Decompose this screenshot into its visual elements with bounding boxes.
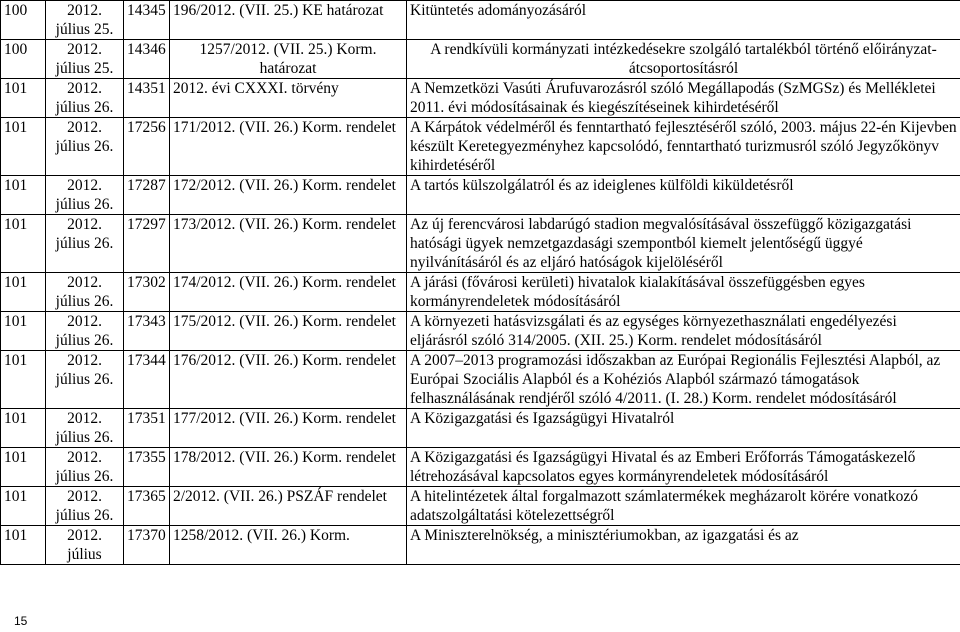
table-row xyxy=(1,1,960,40)
document-title: A tartós külszolgálatról és az ideiglenes külföldi kiküldetésről xyxy=(407,176,960,215)
page-reference: 17355 xyxy=(124,448,170,487)
publication-date: 2012. július 26. xyxy=(46,448,124,487)
legal-reference: 178/2012. (VII. 26.) Korm. rendelet xyxy=(170,448,407,487)
issue-number: 101 xyxy=(1,118,46,176)
publication-date: 2012. július 26. xyxy=(46,118,124,176)
legal-reference: 177/2012. (VII. 26.) Korm. rendelet xyxy=(170,409,407,448)
issue-number: 101 xyxy=(1,351,46,409)
page-number: 15 xyxy=(14,614,28,628)
issue-number: 101 xyxy=(1,409,46,448)
table-row xyxy=(1,409,960,448)
legal-reference: 172/2012. (VII. 26.) Korm. rendelet xyxy=(170,176,407,215)
document-title: A Miniszterelnökség, a minisztériumokban, az igazgatási és az xyxy=(407,526,960,565)
page-reference: 17256 xyxy=(124,118,170,176)
table-row xyxy=(1,312,960,351)
page-reference: 14351 xyxy=(124,79,170,118)
publication-date: 2012. július 26. xyxy=(46,312,124,351)
page-reference: 17287 xyxy=(124,176,170,215)
publication-date: 2012. július xyxy=(46,526,124,565)
table-row xyxy=(1,215,960,273)
legal-reference: 173/2012. (VII. 26.) Korm. rendelet xyxy=(170,215,407,273)
table-row xyxy=(1,273,960,312)
issue-number: 101 xyxy=(1,312,46,351)
page-reference: 17344 xyxy=(124,351,170,409)
table-row xyxy=(1,487,960,526)
legal-reference: 196/2012. (VII. 25.) KE határozat xyxy=(170,1,407,40)
table-row xyxy=(1,448,960,487)
publication-date: 2012. július 26. xyxy=(46,215,124,273)
document-title: Kitüntetés adományozásáról xyxy=(407,1,960,40)
issue-number: 101 xyxy=(1,448,46,487)
document-title: A Kárpátok védelméről és fenntartható fejlesztéséről szóló, 2003. május 22-én Kijevben készült Keretegyezményhez kapcsolódó, fenntartható turizmusról szóló Jegyzőkönyv kihirdetéséről xyxy=(407,118,960,176)
document-title: A 2007–2013 programozási időszakban az Európai Regionális Fejlesztési Alapból, az Európai Szociális Alapból és a Kohéziós Alapból származó támogatások felhasználásának rendjéről szóló 4/2011. (I. 28.) Korm. rendelet módosításáról xyxy=(407,351,960,409)
document-title: A Nemzetközi Vasúti Árufuvarozásról szóló Megállapodás (SzMGSz) és Mellékletei 2011. évi módosításainak és kiegészítéseinek kihirdetéséről xyxy=(407,79,960,118)
legal-reference: 171/2012. (VII. 26.) Korm. rendelet xyxy=(170,118,407,176)
issue-number: 101 xyxy=(1,215,46,273)
publication-date: 2012. július 26. xyxy=(46,487,124,526)
page-reference: 17302 xyxy=(124,273,170,312)
legal-reference: 176/2012. (VII. 26.) Korm. rendelet xyxy=(170,351,407,409)
publication-date: 2012. július 26. xyxy=(46,273,124,312)
document-title: A környezeti hatásvizsgálati és az egységes környezethasználati engedélyezési eljárásról szóló 314/2005. (XII. 25.) Korm. rendelet módosításáról xyxy=(407,312,960,351)
document-title: Az új ferencvárosi labdarúgó stadion megvalósításával összefüggő közigazgatási hatósági ügyek nemzetgazdasági szempontból kiemelt jelentőségű üggyé nyilvánításáról és az eljáró hatóságok kijelöléséről xyxy=(407,215,960,273)
publication-date: 2012. július 25. xyxy=(46,1,124,40)
page-reference: 17365 xyxy=(124,487,170,526)
page-reference: 14345 xyxy=(124,1,170,40)
issue-number: 101 xyxy=(1,176,46,215)
legal-reference: 2012. évi CXXXI. törvény xyxy=(170,79,407,118)
page-reference: 17343 xyxy=(124,312,170,351)
document-title: A Közigazgatási és Igazságügyi Hivatal és az Emberi Erőforrás Támogatáskezelő létrehozásával kapcsolatos egyes kormányrendeletek módosításáról xyxy=(407,448,960,487)
table-row xyxy=(1,351,960,409)
legal-reference: 175/2012. (VII. 26.) Korm. rendelet xyxy=(170,312,407,351)
publication-date: 2012. július 26. xyxy=(46,176,124,215)
page-reference: 17297 xyxy=(124,215,170,273)
page-reference: 17370 xyxy=(124,526,170,565)
publication-date: 2012. július 26. xyxy=(46,409,124,448)
issue-number: 100 xyxy=(1,1,46,40)
legal-reference: 1257/2012. (VII. 25.) Korm. határozat xyxy=(170,40,407,79)
table-row xyxy=(1,79,960,118)
publication-date: 2012. július 26. xyxy=(46,351,124,409)
document-title: A rendkívüli kormányzati intézkedésekre szolgáló tartalékból történő előirányzat-átcsoportosításról xyxy=(407,40,960,79)
issue-number: 101 xyxy=(1,526,46,565)
table-row xyxy=(1,118,960,176)
table-row xyxy=(1,526,960,565)
publication-date: 2012. július 25. xyxy=(46,40,124,79)
table-row xyxy=(1,40,960,79)
issue-number: 101 xyxy=(1,79,46,118)
publication-date: 2012. július 26. xyxy=(46,79,124,118)
issue-number: 101 xyxy=(1,273,46,312)
issue-number: 100 xyxy=(1,40,46,79)
page-reference: 14346 xyxy=(124,40,170,79)
document-title: A hitelintézetek által forgalmazott számlatermékek megházarolt körére vonatkozó adatszolgáltatási kötelezettségről xyxy=(407,487,960,526)
document-title: A járási (fővárosi kerületi) hivatalok kialakításával összefüggésben egyes kormányrendeletek módosításáról xyxy=(407,273,960,312)
document-title: A Közigazgatási és Igazságügyi Hivatalról xyxy=(407,409,960,448)
legal-reference: 2/2012. (VII. 26.) PSZÁF rendelet xyxy=(170,487,407,526)
legal-reference: 1258/2012. (VII. 26.) Korm. xyxy=(170,526,407,565)
issue-number: 101 xyxy=(1,487,46,526)
table-row xyxy=(1,176,960,215)
legal-reference: 174/2012. (VII. 26.) Korm. rendelet xyxy=(170,273,407,312)
page-reference: 17351 xyxy=(124,409,170,448)
